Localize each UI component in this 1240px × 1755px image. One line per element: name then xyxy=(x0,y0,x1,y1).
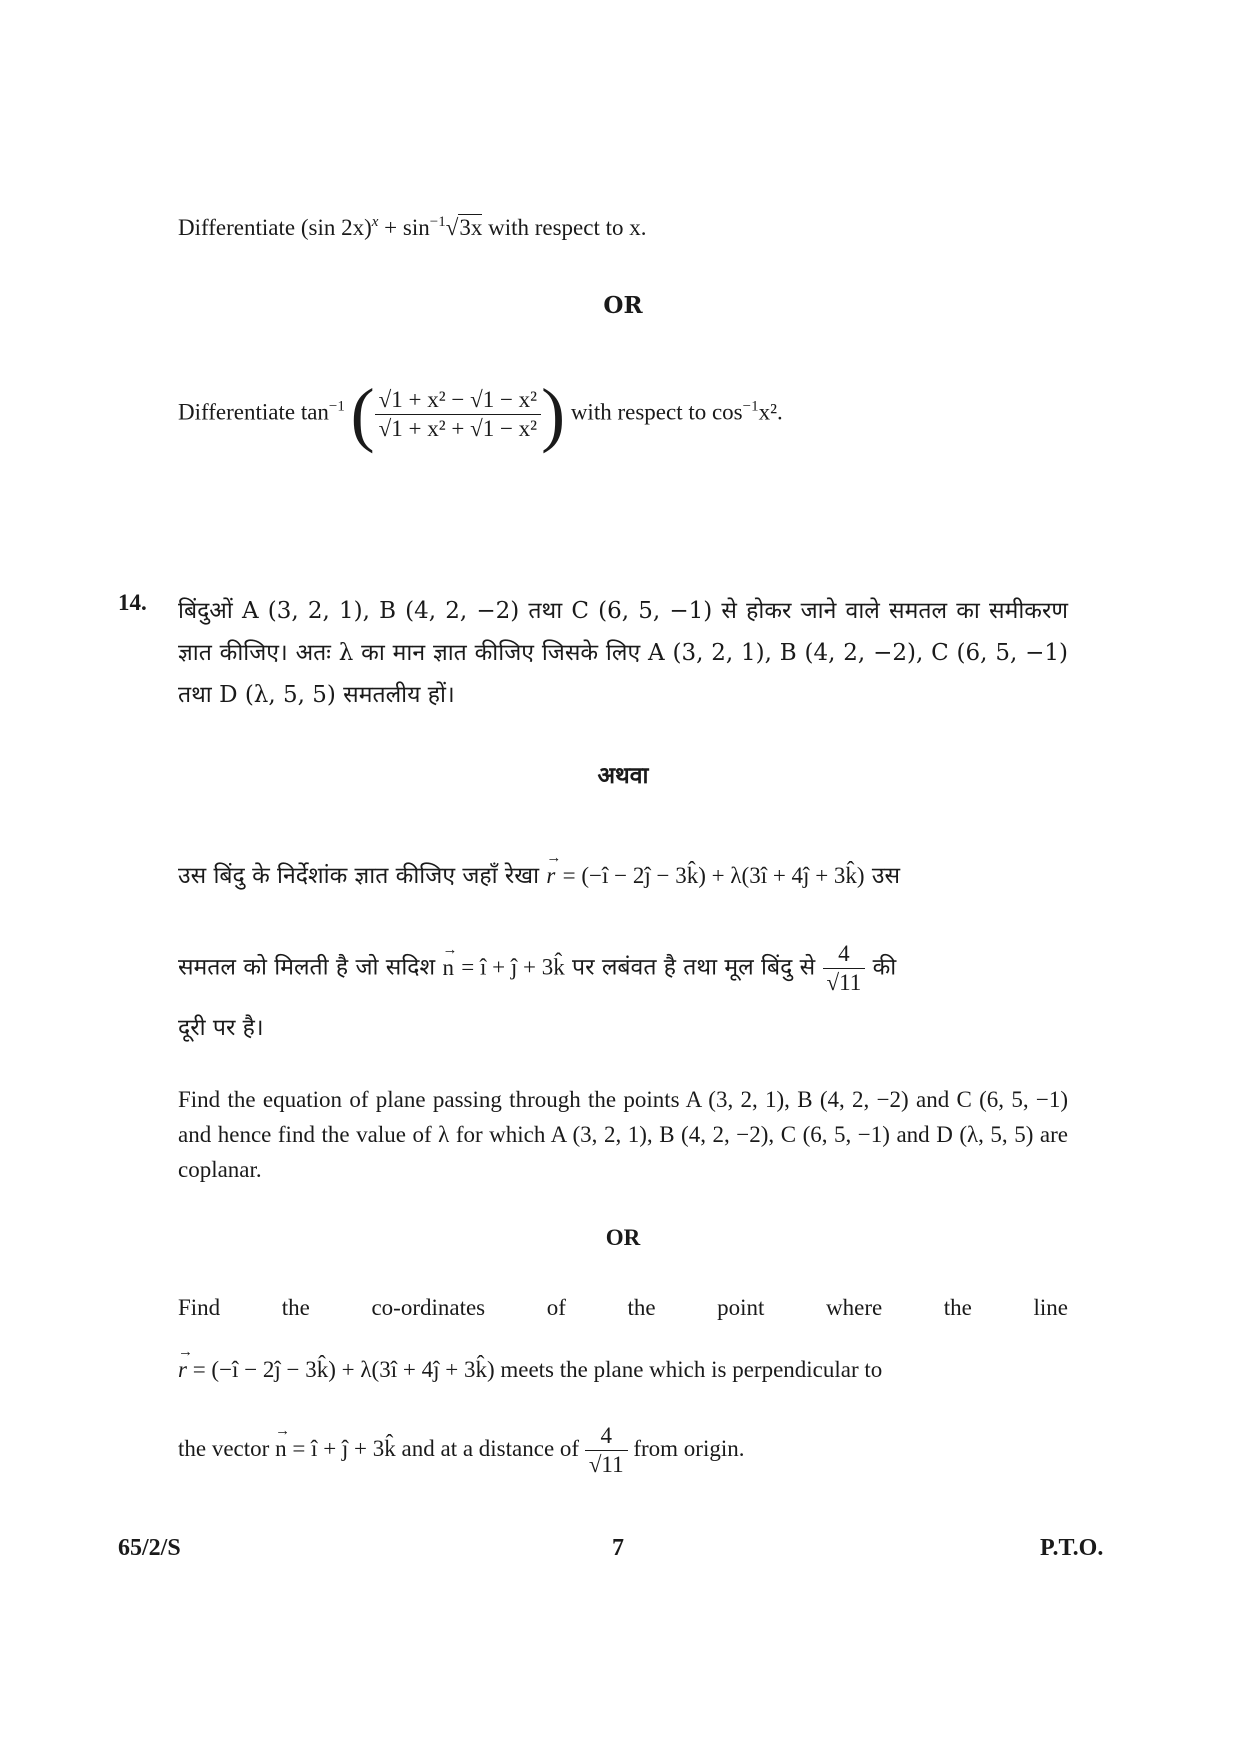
q14-hindi-or: अथवा xyxy=(597,762,649,789)
q14-hindi-main: बिंदुओं A (3, 2, 1), B (4, 2, −2) तथा C (6, 5, −1) से होकर जाने वाले समतल का समीकरण ज्ञात कीजिए। अतः λ का मान ज्ञात कीजिए जिसके लिए A (3, 2, 1), B (4, 2, −2), C (6, 5, −1) तथा D (λ, 5, 5) समतलीय हों। xyxy=(178,598,1068,708)
r-vector: → r xyxy=(546,858,555,894)
paper-code: 65/2/S xyxy=(118,1535,181,1561)
n-vector: → n xyxy=(442,950,454,986)
pto-label: P.T.O. xyxy=(1040,1535,1104,1561)
q14-english-main: Find the equation of plane passing through the points A (3, 2, 1), B (4, 2, −2) and C (6, 5, −1) and hence find the value of λ for which A (3, 2, 1), B (4, 2, −2), C (6, 5, −1) and D (λ, 5, 5) are coplanar. xyxy=(178,1087,1068,1182)
q13-alt: Differentiate $\tan^{-1}$ ( $\frac{\text{√1 + x² − √1 − x²}}{\text{√1 + x² + √1 − x²}}$ ) with respect to $\cos^{-1}x^2$. xyxy=(178,374,783,454)
q14-english-alt-line3: the vector → n = î + ĵ + 3k̂ and at a distance of $\frac{4}{√11}$ from origin. xyxy=(178,1422,1068,1479)
q13-alt-fraction: $\frac{\text{√1 + x² − √1 − x²}}{\text{√1 + x² + √1 − x²}}$ xyxy=(375,386,541,443)
q13-main-expr: (sin $2x)^x + \sin^{-1}√3x$ xyxy=(300,214,483,240)
q14-hindi-alt-line1: उस बिंदु के निर्देशांक ज्ञात कीजिए जहाँ रेखा → r = (−î − 2ĵ − 3k̂) + λ(3î + 4ĵ + 3k̂) उस xyxy=(178,858,1068,894)
q13-main: Differentiate (sin $2x)^x + \sin^{-1}√3x$ with respect to x. xyxy=(178,214,647,240)
q14-english-or: OR xyxy=(605,1225,641,1250)
distance-fraction: $\frac{4}{√11}$ xyxy=(585,1422,628,1479)
q14-hindi-alt-line2: समतल को मिलती है जो सदिश → n = î + ĵ + 3k̂ पर लबंवत है तथा मूल बिंदु से $\frac{4}{√11}$ की xyxy=(178,940,1068,997)
q14-english-alt-line2: → r = (−î − 2ĵ − 3k̂) + λ(3î + 4ĵ + 3k̂) meets the plane which is perpendicular to xyxy=(178,1352,1068,1388)
n-vector: → n xyxy=(275,1431,287,1467)
q14-english-alt-line1: Find the co-ordinates of the point where the line xyxy=(178,1295,1068,1320)
q13-or-label: OR xyxy=(603,292,643,319)
q14-hindi-alt-line3: दूरी पर है। xyxy=(178,1015,264,1041)
distance-fraction: $\frac{4}{√11}$ xyxy=(823,940,866,997)
page-number: 7 xyxy=(612,1535,624,1561)
r-vector: → r xyxy=(178,1352,187,1388)
q14-number: 14. xyxy=(118,590,147,615)
